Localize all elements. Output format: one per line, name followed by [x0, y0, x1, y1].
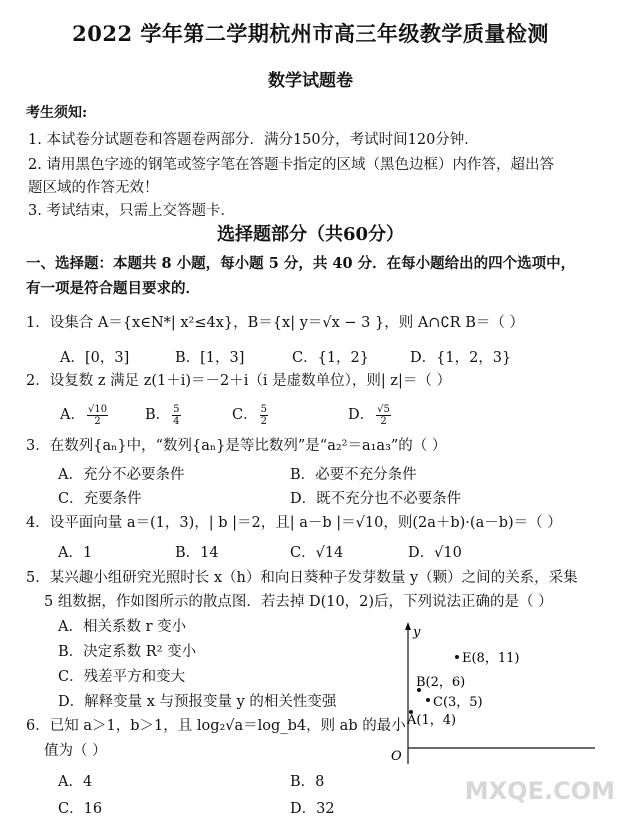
numerator: 5	[173, 403, 180, 415]
q6-option-d: D．32	[290, 801, 335, 817]
q6-option-b: B．8	[290, 774, 325, 790]
question-5-stem-cont: 5 组数据，作如图所示的散点图．若去掉 D(10，2)后，下列说法正确的是（ ）	[44, 594, 553, 610]
numerator: 5	[260, 403, 267, 415]
q1-option-c: C．{1，2}	[292, 350, 369, 366]
q2-option-d-label: D．	[348, 407, 375, 423]
scatter-plot	[380, 620, 600, 770]
q2-option-a	[60, 403, 110, 427]
question-4-stem: 4．设平面向量 a＝(1，3)，| b |＝2，且| a－b |＝√10，则(2a＋b)·(a－b)＝（ ）	[26, 515, 562, 531]
fraction	[260, 404, 268, 427]
q2-option-c	[232, 403, 270, 427]
section-title: 选择题部分（共60分）	[216, 224, 405, 245]
q1-option-a: A．[0，3]	[60, 350, 130, 366]
watermark: MXQE.COM	[464, 777, 615, 805]
q5-option-c: C．残差平方和变大	[58, 669, 186, 685]
point-a-label: A(1，4)	[407, 713, 457, 728]
denominator: 2	[260, 415, 267, 427]
q1-option-d: D．{1，2，3}	[410, 350, 512, 366]
point-e	[455, 655, 459, 659]
notice-item: 3. 考试结束，只需上交答题卡．	[28, 203, 235, 219]
point-e-label: E(8，11)	[462, 651, 520, 666]
q2-option-b-label: B．	[145, 407, 171, 423]
question-2-stem: 2．设复数 z 满足 z(1＋i)＝－2＋i（i 是虚数单位），则| z|＝（ ）	[26, 373, 451, 389]
q3-option-c: C．充要条件	[58, 491, 142, 507]
denominator: 2	[380, 415, 387, 427]
section-intro: 一、选择题：本题共 8 小题，每小题 5 分，共 40 分．在每小题给出的四个选项中，	[26, 255, 576, 272]
denominator: 4	[173, 415, 180, 427]
question-6-stem-cont: 值为（ ）	[44, 743, 107, 759]
q2-option-c-label: C．	[232, 407, 258, 423]
point-c	[426, 698, 430, 702]
question-1-stem: 1．设集合 A＝{x∈N*| x²≤4x}，B＝{x| y＝√x − 3 }，则 A∩∁R B＝（ ）	[26, 315, 524, 331]
q5-option-a: A．相关系数 r 变小	[58, 619, 187, 635]
q2-option-d	[348, 403, 393, 427]
q6-option-c: C．16	[58, 801, 103, 817]
q1-option-b: B．[1，3]	[175, 350, 245, 366]
exam-subtitle: 数学试题卷	[268, 71, 353, 91]
q4-option-d: D．√10	[408, 545, 462, 561]
q3-option-a: A．充分不必要条件	[58, 467, 185, 483]
q4-option-a: A．1	[58, 545, 93, 561]
q2-option-a-label: A．	[60, 407, 85, 423]
q4-option-b: B．14	[175, 545, 219, 561]
point-b-label: B(2，6)	[416, 675, 466, 690]
question-3-stem: 3．在数列{aₙ}中，“数列{aₙ}是等比数列”是“a₂²＝a₁a₃”的（ ）	[26, 438, 447, 454]
notice-heading: 考生须知:	[26, 105, 88, 121]
q4-option-c: C．√14	[290, 545, 344, 561]
y-axis-arrow	[405, 622, 411, 630]
q3-option-b: B．必要不充分条件	[290, 467, 417, 483]
fraction	[376, 404, 391, 427]
fraction	[172, 404, 180, 427]
q3-option-d: D．既不充分也不必要条件	[290, 491, 462, 507]
q5-option-b: B．决定系数 R² 变小	[58, 644, 197, 660]
question-6-stem: 6．已知 a＞1，b＞1，且 log₂√a＝log_b4，则 ab 的最小	[26, 718, 406, 734]
y-axis-label: y	[413, 625, 421, 640]
denominator: 2	[94, 415, 101, 427]
section-intro-cont: 有一项是符合题目要求的．	[26, 280, 200, 297]
q6-option-a: A．4	[58, 774, 93, 790]
notice-item: 1. 本试卷分试题卷和答题卷两部分．满分150分，考试时间120分钟．	[28, 132, 479, 148]
fraction	[87, 404, 108, 427]
question-5-stem: 5．某兴趣小组研究光照时长 x（h）和向日葵种子发芽数量 y（颗）之间的关系，采集	[26, 570, 578, 586]
q5-option-d: D．解释变量 x 与预报变量 y 的相关性变强	[58, 694, 337, 710]
exam-title: 2022 学年第二学期杭州市高三年级教学质量检测	[72, 21, 549, 46]
numerator: √5	[377, 403, 390, 415]
notice-item: 题区域的作答无效！	[28, 180, 159, 196]
notice-item: 2. 请用黑色字迹的钢笔或签字笔在答题卡指定的区域（黑色边框）内作答，超出答	[28, 157, 554, 173]
origin-label: O	[391, 749, 402, 764]
numerator: √10	[87, 403, 108, 415]
point-c-label: C(3，5)	[433, 695, 483, 710]
q2-option-b	[145, 403, 183, 427]
